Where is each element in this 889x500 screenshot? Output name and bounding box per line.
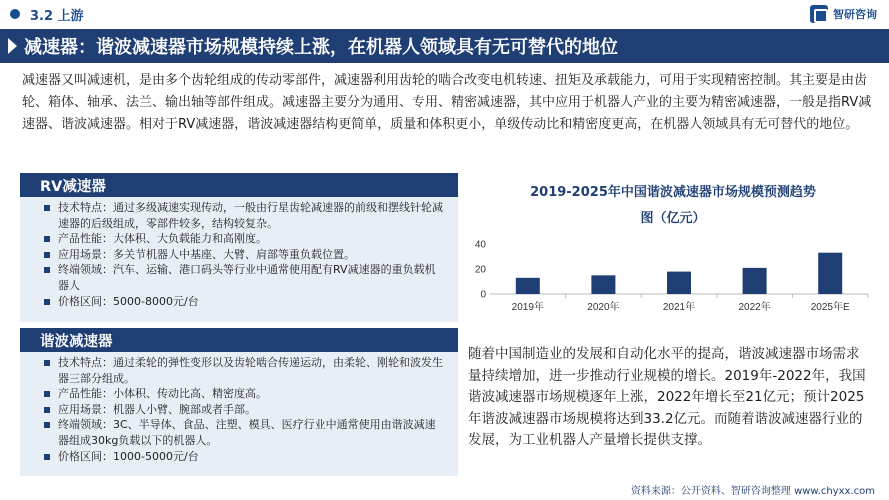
y-tick-label: 0 [480,289,486,301]
top-bar [0,0,889,28]
rv-panel-header [20,173,458,197]
source-note: 资料来源：公开资料、智研咨询整理 www.chyxx.com [630,486,875,497]
bar [818,253,842,294]
rv-feature-list [44,200,446,309]
section-label: 3.2 上游 [30,8,84,24]
harmonic-feature-item: 产品性能：小体积、传动比高、精密度高。 [44,386,446,402]
x-tick-label: 2021年 [662,302,696,313]
harmonic-feature-item: 终端领域：3C、半导体、食品、注塑、模具、医疗行业中通常使用由谐波减速器组成30kg负载以下的机器人。 [44,417,446,448]
x-tick-label: 2020年 [587,302,620,313]
bar [667,272,691,294]
section-tag [10,4,84,24]
y-tick-label: 40 [474,239,486,251]
rv-feature-item: 技术特点：通过多级减速实现传动，一般由行星齿轮减速器的前级和摆线针轮减速器的后级组成，零部件较多，结构较复杂。 [44,200,446,231]
title-bar [0,29,889,63]
y-tick-label: 20 [474,264,486,276]
brand-logo [810,5,877,23]
harmonic-feature-list [44,355,446,464]
rv-panel-title: RV减速器 [40,178,106,195]
rv-panel-body [20,197,458,322]
harmonic-panel-title: 谐波减速器 [40,333,113,350]
play-arrow-icon [8,38,17,54]
brand-name: 智研咨询 [833,8,877,21]
rv-feature-item: 应用场景：多关节机器人中基座、大臂、肩部等重负载位置。 [44,247,446,263]
brand-square-icon [810,5,828,23]
harmonic-panel-header [20,328,458,352]
harmonic-feature-item: 技术特点：通过柔轮的弹性变形以及齿轮啮合传递运动，由柔轮、刚轮和波发生器三部分组成。 [44,355,446,386]
x-tick-label: 2022年 [738,302,771,313]
bar [743,268,767,294]
analysis-paragraph: 随着中国制造业的发展和自动化水平的提高，谐波减速器市场需求量持续增加，进一步推动行业规模的增长。2019年-2022年，我国谐波减速器市场规模逐年上涨，2022年增长至21亿元；预计2025年谐波减速器市场规模将达到33.2亿元。而随着谐波减速器行业的发展，为工业机器人产量增长提供支撑。 [468,346,866,448]
x-tick-label: 2019年 [511,302,544,313]
market-size-chart [468,172,878,324]
bar [516,278,540,294]
page-title: 减速器：谐波减速器市场规模持续上涨，在机器人领域具有无可替代的地位 [24,37,618,58]
intro-paragraph: 减速器又叫减速机，是由多个齿轮组成的传动零部件，减速器利用齿轮的啮合改变电机转速、扭矩及承载能力，可用于实现精密控制。其主要是由齿轮、箱体、轴承、法兰、输出轴等部件组成。减速器主要分为通用、专用、精密减速器，其中应用于机器人产业的主要为精密减速器，一般是指RV减速器、谐波减速器。相对于RV减速器，谐波减速器结构更简单，质量和体积更小，单级传动比和精密度更高，在机器人领域具有无可替代的地位。 [22,73,872,132]
chart-title-line2: 图（亿元） [640,211,706,226]
bar [591,275,615,294]
harmonic-feature-item: 应用场景：机器人小臂、腕部或者手部。 [44,402,446,418]
bullet-dot-icon [10,9,20,19]
rv-feature-item: 终端领域：汽车、运输、港口码头等行业中通常使用配有RV减速器的重负载机器人 [44,262,446,293]
x-tick-label: 2025年E [810,302,850,313]
rv-feature-item: 价格区间：5000-8000元/台 [44,294,446,310]
rv-feature-item: 产品性能：大体积、大负载能力和高刚度。 [44,231,446,247]
harmonic-panel-body [20,352,458,476]
chart-plot [468,172,878,324]
chart-title-line1: 2019-2025年中国谐波减速器市场规模预测趋势 [530,185,816,200]
harmonic-feature-item: 价格区间：1000-5000元/台 [44,449,446,465]
